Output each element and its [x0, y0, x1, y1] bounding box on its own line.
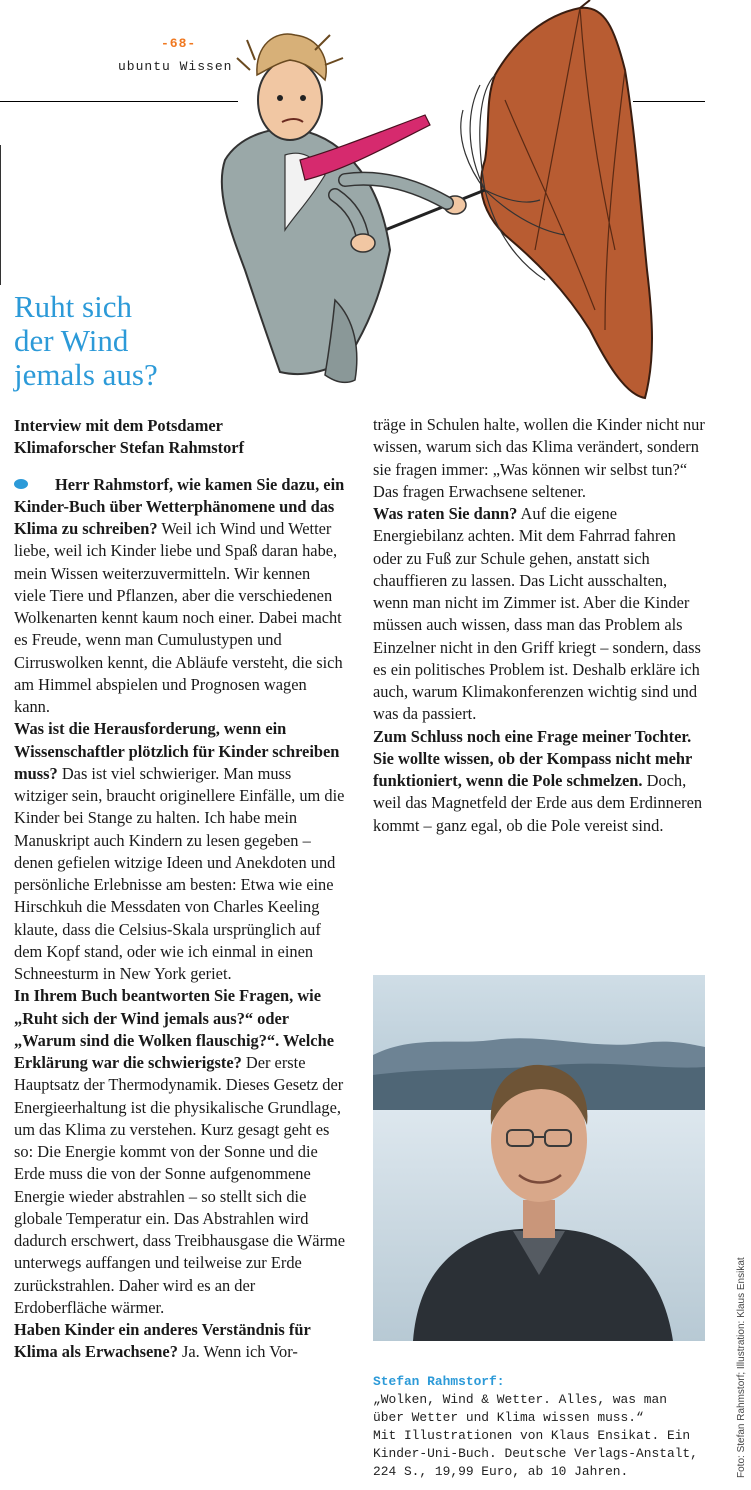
- caption-line: 224 S., 19,99 Euro, ab 10 Jahren.: [373, 1463, 629, 1479]
- bullet-icon: [14, 479, 28, 489]
- article-column-left: [14, 415, 346, 1364]
- caption-line: Mit Illustrationen von Klaus Ensikat. Ein: [373, 1427, 691, 1443]
- article-column-right: [373, 414, 705, 837]
- answer: Das ist viel schwieriger. Man muss witziger sein, braucht originellere Einfälle, um die Kinder bei Stange zu halten. Ich habe mein Manuskript auch Kindern zu lesen gegeben – denen gefielen witzige Ideen und Anekdoten und persönliche Erlebnisse am besten: Etwa wie eine Hirschkuh die Messdaten von Charles Keeling klaute, dass die Celsius-Skala ursprünglich auf dem Kopf stand, oder wie ich einmal in einen Schneesturm in New York geriet.: [14, 763, 345, 983]
- qa-paragraph: [14, 718, 346, 985]
- caption-line: über Wetter und Klima wissen muss.“: [373, 1409, 644, 1425]
- question: Was raten Sie dann?: [373, 504, 518, 523]
- qa-paragraph: [14, 985, 346, 1319]
- headline-line: jemals aus?: [14, 357, 158, 392]
- caption-title: Stefan Rahmstorf:: [373, 1374, 505, 1389]
- left-margin-line: [0, 145, 1, 285]
- question: Zum Schluss noch eine Frage meiner Tochter. Sie wollte wissen, ob der Kompass nicht mehr funktioniert, wenn die Pole schmelzen.: [373, 726, 693, 790]
- question: Was ist die Herausforderung, wenn ein Wissenschaftler plötzlich für Kinder schreiben muss?: [14, 719, 340, 783]
- question: Haben Kinder ein anderes Verständnis für Klima als Erwachsene?: [14, 1320, 311, 1362]
- qa-paragraph: [14, 1319, 346, 1364]
- question: Herr Rahmstorf, wie kamen Sie dazu, ein Kinder-Buch über Wetterphänomene und das Klima zu schreiben?: [14, 474, 345, 538]
- headline: [14, 290, 234, 392]
- page-number: -68-: [161, 36, 197, 51]
- article-intro: [14, 415, 346, 460]
- qa-paragraph: [14, 474, 346, 719]
- book-caption: [373, 1373, 723, 1480]
- answer: Doch, weil das Magnetfeld der Erde aus dem Erdinneren kommt – ganz egal, ob die Pole vereist sind.: [373, 771, 703, 835]
- caption-line: Kinder-Uni-Buch. Deutsche Verlags-Anstalt,: [373, 1445, 698, 1461]
- answer: Weil ich Wind und Wetter liebe, weil ich Kinder liebe und Spaß daran habe, mein Wissen weiterzuvermitteln. Wir kennen viele Tiere und Pflanzen, aber die verschiedenen Wolkenarten kennt kaum noch einer. Dabei macht es Freude, wenn man Cumulustypen und Cirruswolken kennt, die Abläufe versteht, die sich am Himmel abspielen und Prognosen wagen kann.: [14, 519, 343, 716]
- headline-line: der Wind: [14, 323, 129, 358]
- answer: träge in Schulen halte, wollen die Kinder nicht nur wissen, warum sich das Klima verändert, sondern sie fragen immer: „Was können wir selbst tun?“ Das fragen Erwachsene seltener.: [373, 415, 705, 501]
- question: In Ihrem Buch beantworten Sie Fragen, wie „Ruht sich der Wind jemals aus?“ oder „Warum sind die Wolken flauschig?“. Welche Erklärung war die schwierigste?: [14, 986, 334, 1072]
- qa-paragraph: [373, 414, 705, 503]
- stefan-rahmstorf-photo: [373, 975, 705, 1341]
- answer: Ja. Wenn ich Vor-: [177, 1342, 298, 1362]
- answer: Der erste Hauptsatz der Thermodynamik. Dieses Gesetz der Energieerhaltung ist die physikalische Grundlage, um das Klima zu verstehen. Kurz gesagt geht es so: Die Energie kommt von der Sonne und die Erde muss die von der Sonne aufgenommene Energie wieder abstrahlen – so stellt sich die globale Temperatur ein. Das Abstrahlen wird dadurch erschwert, dass Treibhausgase die Wärme unterwegs auffangen und teilweise zur Erde zurückstrahlen. Daher wird es an der Erdoberfläche wärmer.: [14, 1053, 346, 1317]
- section-title: ubuntu Wissen: [118, 59, 233, 74]
- qa-paragraph: [373, 503, 705, 726]
- answer: Auf die eigene Energiebilanz achten. Mit dem Fahrrad fahren oder zu Fuß zur Schule gehen, anstatt sich chauffieren zu lassen. Das Licht ausschalten, wenn man nicht im Zimmer ist. Aber die Kinder müssen auch wissen, dass man das Problem als Einzelner nicht in den Griff kriegt – sondern, dass es ein politisches Problem ist. Deshalb erkläre ich auch, warum Klimakonferenzen wichtig sind und was da passiert.: [373, 504, 701, 724]
- caption-line: „Wolken, Wind & Wetter. Alles, was man: [373, 1391, 667, 1407]
- qa-paragraph: [373, 726, 705, 837]
- man-figure: [222, 34, 466, 382]
- photo-credit: Foto: Stefan Rahmstorf; Illustration: Klaus Ensikat: [736, 1257, 747, 1478]
- headline-line: Ruht sich: [14, 289, 132, 324]
- intro-line: Interview mit dem Potsdamer: [14, 416, 223, 435]
- man-with-umbrella-in-wind-illustration: [185, 0, 690, 410]
- intro-line: Klimaforscher Stefan Rahmstorf: [14, 438, 245, 458]
